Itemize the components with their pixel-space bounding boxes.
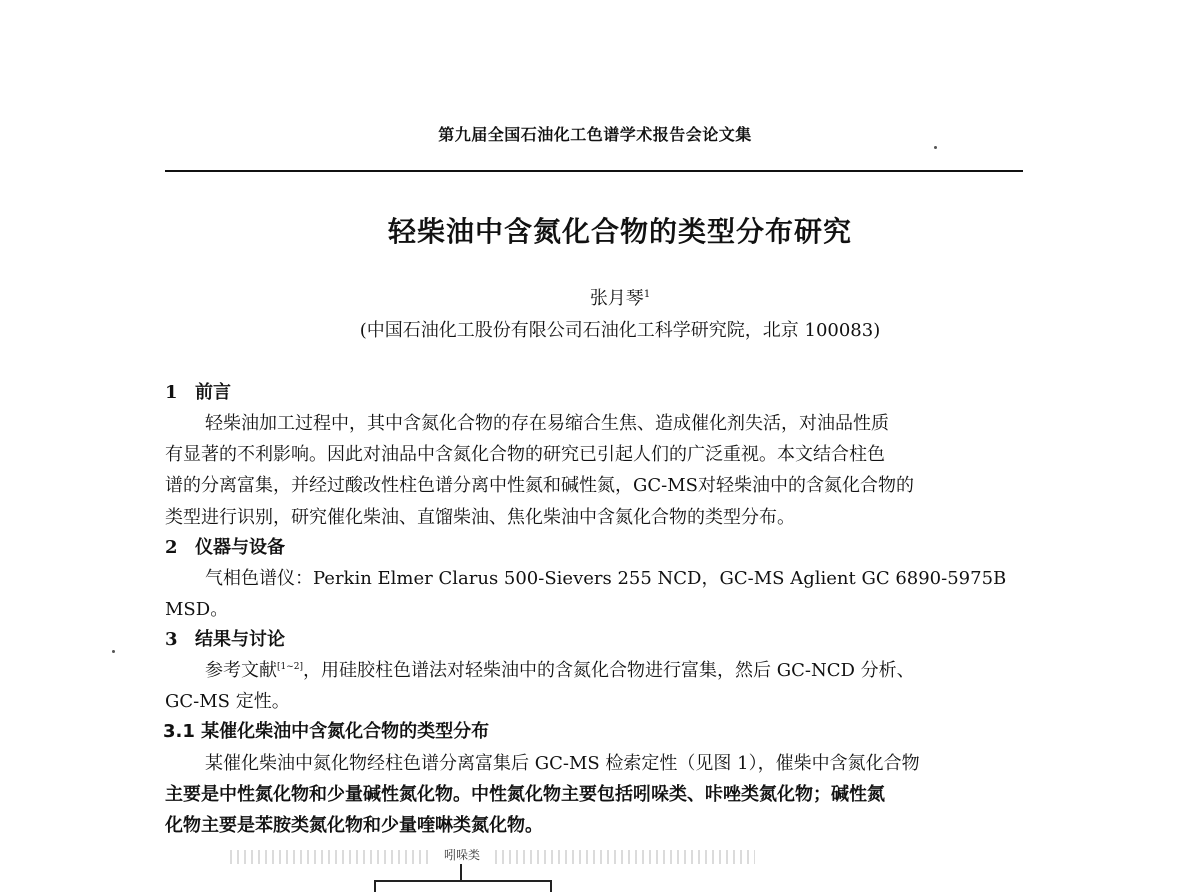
section-number: 3 — [165, 629, 178, 650]
paragraph-line: 轻柴油加工过程中，其中含氮化合物的存在易缩合生焦、造成催化剂失活，对油品性质 — [205, 413, 889, 434]
paragraph-line: 某催化柴油中氮化物经柱色谱分离富集后 GC-MS 检索定性（见图 1），催柴中含氮化合物 — [205, 753, 920, 774]
paragraph-line: 有显著的不利影响。因此对油品中含氮化合物的研究已引起人们的广泛重视。本文结合柱色 — [165, 444, 885, 465]
section-title: 前言 — [195, 382, 231, 403]
paragraph-line: MSD。 — [165, 599, 229, 620]
paragraph-line: 谱的分离富集，并经过酸改性柱色谱分离中性氮和碱性氮，GC-MS对轻柴油中的含氮化合物的 — [165, 475, 914, 496]
paragraph-line: 化物主要是苯胺类氮化物和少量喹啉类氮化物。 — [165, 815, 543, 836]
paragraph-line: 气相色谱仪：Perkin Elmer Clarus 500-Sievers 255 NCD，GC-MS Aglient GC 6890-5975B — [205, 568, 1007, 589]
scan-noise — [230, 850, 430, 864]
section-title: 仪器与设备 — [195, 537, 285, 558]
paper-title: 轻柴油中含氮化合物的类型分布研究 — [387, 215, 852, 248]
header-rule — [165, 170, 1023, 172]
paragraph-line: GC-MS 定性。 — [165, 691, 290, 712]
section-number: 2 — [165, 537, 178, 558]
section-number: 1 — [165, 382, 178, 403]
citation-superscript: [1~2] — [277, 662, 304, 672]
figure-node-label: 吲哚类 — [444, 848, 481, 862]
figure-box — [374, 880, 552, 892]
paragraph-line: 类型进行识别，研究催化柴油、直馏柴油、焦化柴油中含氮化合物的类型分布。 — [165, 507, 795, 528]
scan-noise — [495, 850, 755, 864]
author-superscript: 1 — [643, 289, 651, 300]
author-line — [0, 284, 1200, 310]
text-run: 参考文献 — [205, 660, 277, 681]
proceedings-title: 第九届全国石油化工色谱学术报告会论文集 — [438, 125, 752, 144]
paragraph-line: 主要是中性氮化物和少量碱性氮化物。中性氮化物主要包括吲哚类、咔唑类氮化物；碱性氮 — [165, 784, 885, 805]
section-heading-1 — [165, 378, 231, 404]
scan-speck — [934, 146, 937, 149]
scan-speck — [112, 650, 115, 653]
text-run: ，用硅胶柱色谱法对轻柴油中的含氮化合物进行富集，然后 GC-NCD 分析、 — [303, 660, 915, 681]
paragraph-line — [205, 656, 915, 682]
section-heading-2 — [165, 533, 285, 559]
subsection-heading-3-1: 3.1 某催化柴油中含氮化合物的类型分布 — [163, 721, 490, 742]
affiliation: (中国石油化工股份有限公司石油化工科学研究院，北京 100083) — [359, 320, 881, 341]
author-name: 张月琴 — [589, 288, 644, 309]
section-heading-3 — [165, 625, 285, 651]
section-title: 结果与讨论 — [195, 629, 285, 650]
